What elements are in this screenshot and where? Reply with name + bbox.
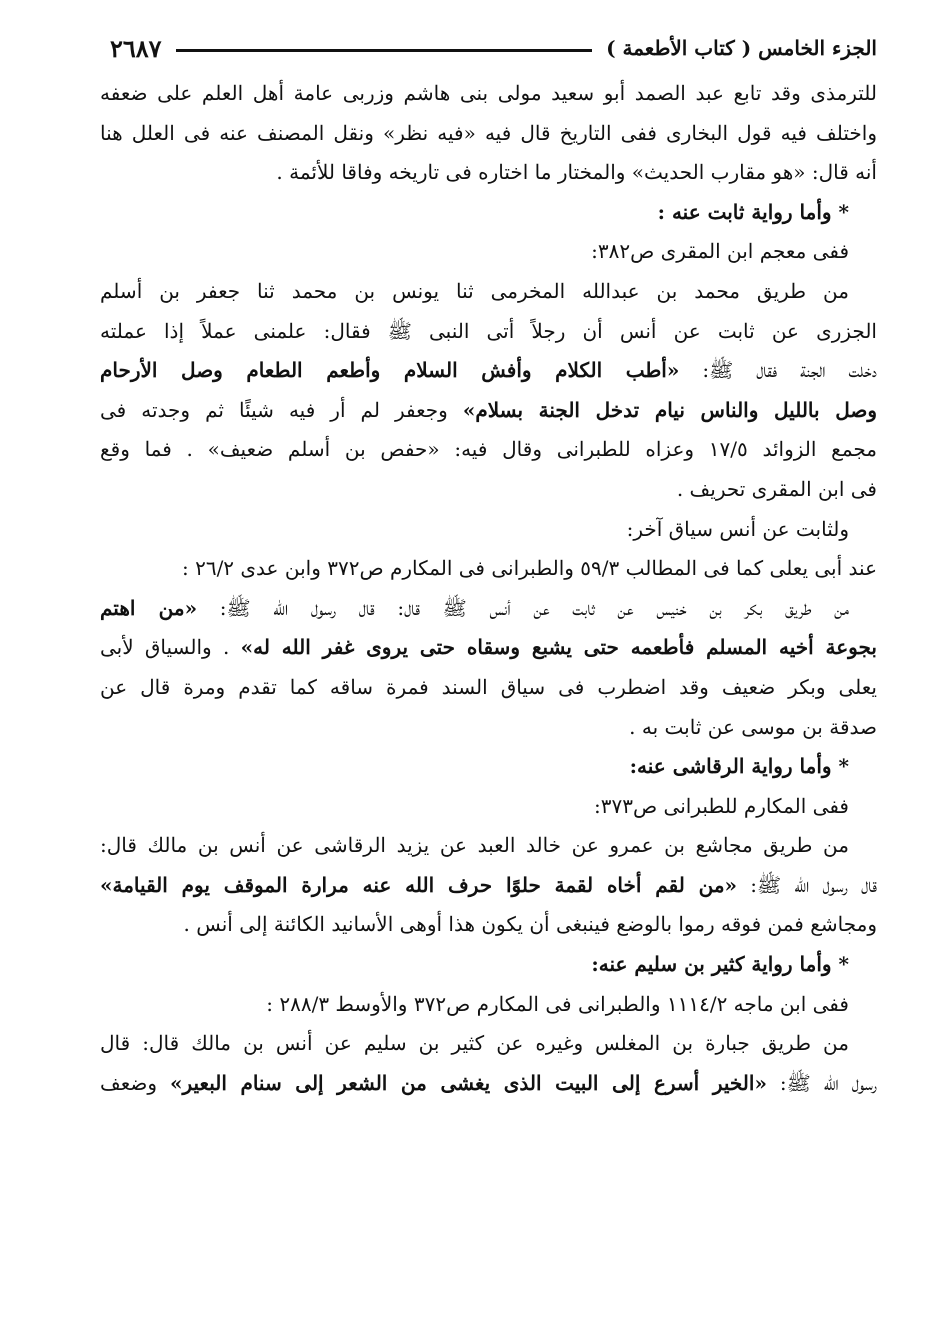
text-segment: من طريق محمد بن عبدالله المخرمى ثنا يونس بن محمد ثنا جعفر بن أسلم (100, 278, 849, 303)
hadith-text: «من اهتم (100, 595, 198, 620)
text-line (100, 430, 877, 470)
text-line (100, 866, 877, 906)
hadith-text: «من لقم أخاه لقمة حلوًا حرف الله عنه مرارة الموقف يوم القيامة» (100, 872, 738, 897)
text-segment: واختلف فيه قول البخارى ففى التاريخ قال فيه «فيه نظر» ونقل المصنف عنه فى العلل هنا (100, 120, 877, 145)
text-line (100, 628, 877, 668)
header-rule (176, 49, 593, 52)
source-line (100, 985, 877, 1025)
text-line (100, 312, 877, 352)
text-line (100, 351, 877, 391)
text-line (100, 708, 877, 748)
text-segment: ففى المكارم للطبرانى ص٣٧٣: (594, 793, 849, 818)
page-number: ٢٦٨٧ (110, 33, 162, 63)
text-segment: وجعفر لم أر فيه شيئًا ثم وجدته فى (100, 397, 463, 422)
text-segment: للترمذى وقد تابع عبد الصمد أبو سعيد مولى بنى هاشم وزربى عامة أهل العلم على ضعفه (100, 81, 877, 105)
hadith-text: بجوعة أخيه المسلم فأطعمه حتى يشبع وسقاه حتى يروى غفر الله له» (240, 635, 877, 660)
running-head: الجزء الخامس ( كتاب الأطعمة ) (606, 36, 877, 60)
text-line (100, 1064, 877, 1104)
section-heading (100, 747, 877, 787)
body-text (100, 74, 877, 1103)
text-segment: من طريق مجاشع بن عمرو عن خالد العبد عن يزيد الرقاشى عن أنس بن مالك قال: (100, 833, 849, 858)
text-segment: قال رسول الله ﷺ: (737, 872, 877, 897)
text-segment: ولثابت عن أنس سياق آخر: (626, 516, 849, 541)
text-segment: * وأما رواية ثابت عنه : (657, 199, 849, 224)
page-header (100, 28, 877, 68)
source-line (100, 549, 877, 589)
hadith-text: «أطب الكلام وأفش السلام وأطعم الطعام وصل الأرحام (100, 358, 680, 383)
text-line (100, 391, 877, 431)
source-line (100, 787, 877, 827)
text-segment: رسول الله ﷺ: (766, 1070, 877, 1095)
source-line (100, 232, 877, 272)
text-line (100, 668, 877, 708)
text-line (100, 826, 877, 866)
hadith-text: «الخير أسرع إلى البيت الذى يغشى من الشعر إلى سنام البعير» (169, 1070, 767, 1095)
text-segment: ففى ابن ماجه ١١١٤/٢ والطبرانى فى المكارم ص٣٧٢ والأوسط ٢٨٨/٣ : (266, 991, 849, 1016)
section-heading (100, 193, 877, 233)
text-line (100, 272, 877, 312)
text-segment: ومجاشع فمن فوقه رموا بالوضع فينبغى أن يكون هذا أوهى الأسانيد الكائنة إلى أنس . (183, 912, 877, 937)
text-segment: وضعف (100, 1070, 170, 1095)
text-segment: دخلت الجنة فقال ﷺ: (679, 358, 877, 383)
text-segment: * وأما رواية الرقاشى عنه: (629, 754, 849, 779)
text-line (100, 1024, 877, 1064)
text-line (100, 153, 877, 193)
text-line (100, 114, 877, 154)
text-segment: * وأما رواية كثير بن سليم عنه: (591, 952, 849, 977)
text-line (100, 905, 877, 945)
text-segment: ففى معجم ابن المقرى ص٣٨٢: (591, 239, 849, 264)
text-line (100, 470, 877, 510)
text-line (100, 510, 877, 550)
text-line (100, 74, 877, 114)
text-segment: من طريق بكر بن خنيس عن ثابت عن أنس ﷺ قال: قال رسول الله ﷺ: (197, 595, 849, 620)
text-segment: من طريق جبارة بن المغلس وغيره عن كثير بن سليم عن أنس بن مالك قال: قال (100, 1031, 849, 1056)
text-segment: عند أبى يعلى كما فى المطالب ٥٩/٣ والطبرانى فى المكارم ص٣٧٢ وابن عدى ٢٦/٢ : (181, 556, 877, 581)
text-segment: أنه قال: «هو مقارب الحديث» والمختار ما اختاره فى تاريخه وفاقا للأئمة . (276, 160, 877, 185)
text-line (100, 589, 877, 629)
text-segment: . والسياق لأبى (100, 635, 241, 660)
hadith-text: وصل بالليل والناس نيام تدخل الجنة بسلام» (462, 397, 877, 422)
text-segment: فى ابن المقرى تحريف . (676, 476, 877, 501)
text-segment: صدقة بن موسى عن ثابت به . (629, 714, 877, 739)
text-segment: مجمع الزوائد ١٧/٥ وعزاه للطبرانى وقال فيه: «حفص بن أسلم ضعيف» . فما وقع (100, 437, 877, 462)
text-segment: الجزرى عن ثابت عن أنس أن رجلاً أتى النبى ﷺ فقال: علمنى عملاً إذا عملته (100, 318, 877, 343)
text-segment: يعلى وبكر ضعيف وقد اضطرب فى سياق السند فمرة ساقه كما تقدم ومرة قال عن (100, 674, 877, 699)
section-heading (100, 945, 877, 985)
